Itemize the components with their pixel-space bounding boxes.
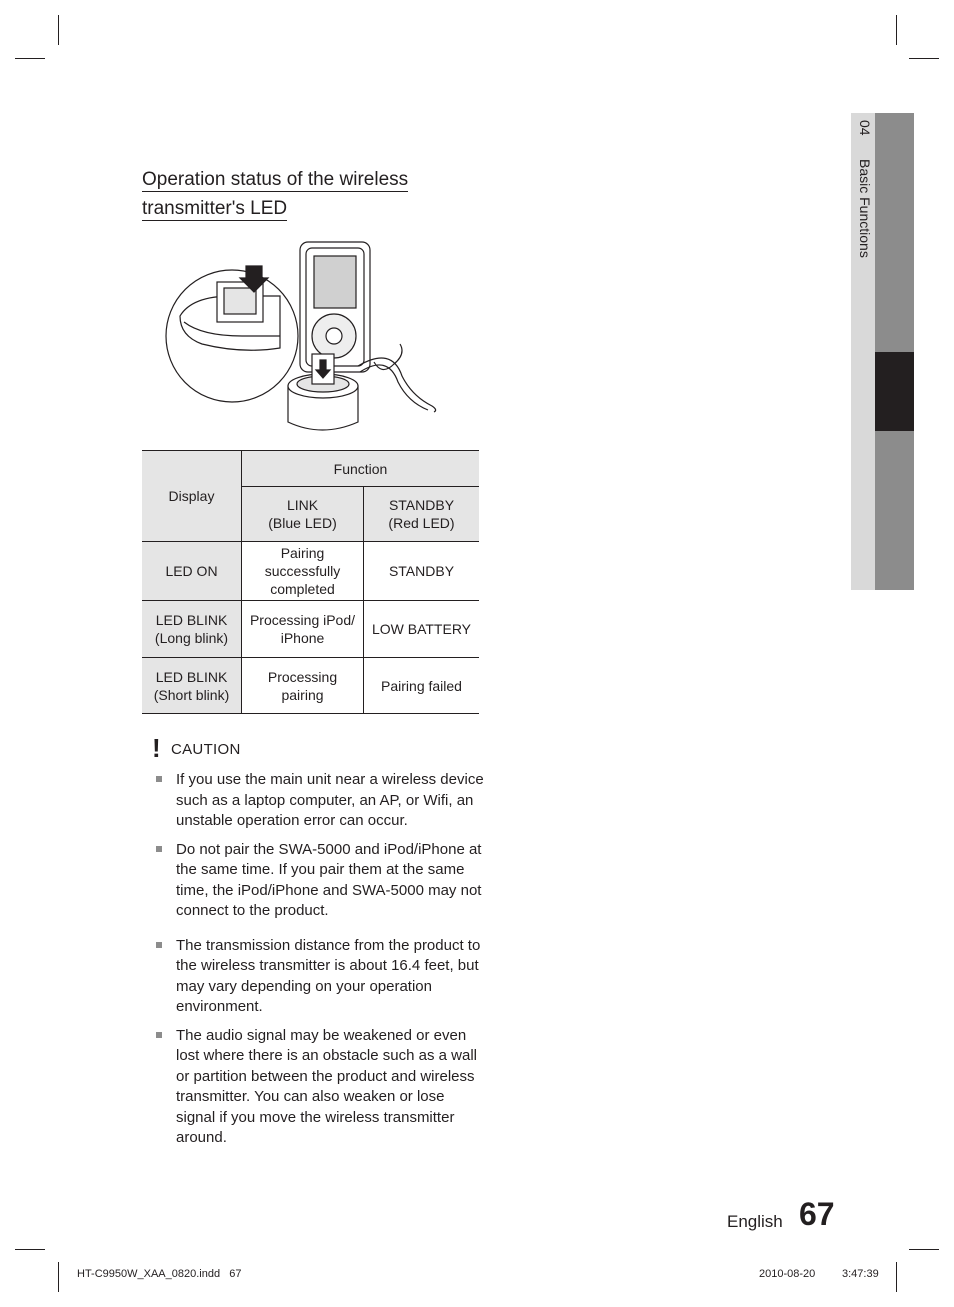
print-time: 3:47:39 (842, 1268, 879, 1280)
row-display-label: LED ON (165, 563, 218, 579)
row-standby: STANDBY (364, 542, 480, 601)
section-heading-line1: Operation status of the wireless (142, 169, 409, 190)
section-heading-line2: transmitter's LED (142, 198, 288, 219)
list-item-text: If you use the main unit near a wireless device such as a laptop computer, an AP, or Wifi, an unstable operation error can occur. (176, 771, 484, 829)
bullet-square-icon (156, 776, 162, 782)
table-row (142, 542, 479, 601)
row-link-line: completed (270, 581, 335, 597)
led-status-table (142, 450, 479, 714)
row-link (242, 601, 364, 658)
function-header: Function (242, 451, 480, 487)
row-link (242, 542, 364, 601)
caution-list (155, 770, 485, 1149)
chapter-tab-marker (875, 352, 914, 431)
row-display (142, 658, 242, 714)
row-standby: Pairing failed (364, 658, 480, 714)
bullet-square-icon (156, 846, 162, 852)
link-header-line1: LINK (286, 497, 319, 513)
display-header: Display (142, 451, 242, 542)
link-header-line2: (Blue LED) (268, 515, 337, 531)
standby-header-line1: STANDBY (388, 497, 455, 513)
bullet-square-icon (156, 1032, 162, 1038)
crop-mark (58, 1262, 59, 1292)
row-link-line: pairing (281, 686, 324, 703)
standby-header-line2: (Red LED) (388, 515, 455, 531)
row-display-label: LED BLINK (155, 668, 228, 685)
list-item (155, 936, 485, 1018)
list-item-text: Do not pair the SWA-5000 and iPod/iPhone at the same time. If you pair them at the same time, the iPod/iPhone and SWA-5000 may not connect to the product. (176, 840, 482, 919)
row-display (142, 542, 242, 601)
row-link-line: Processing iPod/ (249, 612, 356, 628)
page-number: 67 (799, 1196, 835, 1232)
list-item (155, 770, 485, 832)
crop-mark (896, 1262, 897, 1292)
crop-mark (58, 15, 59, 45)
crop-mark (909, 58, 939, 59)
section-heading (142, 165, 442, 223)
row-display-sub: (Long blink) (154, 630, 229, 646)
transmitter-illustration (162, 236, 447, 436)
caution-icon: ! (152, 733, 161, 763)
row-display (142, 601, 242, 658)
row-link-line: iPhone (280, 630, 325, 646)
crop-mark (909, 1249, 939, 1250)
chapter-number: 04 (857, 120, 873, 136)
table-row (142, 658, 479, 714)
list-item (155, 840, 485, 922)
row-link (242, 658, 364, 714)
row-display-label: LED BLINK (155, 612, 228, 628)
list-item (155, 1026, 486, 1149)
row-display-sub: (Short blink) (153, 686, 230, 703)
crop-mark (15, 58, 45, 59)
list-item-text: The audio signal may be weakened or even lost where there is an obstacle such as a wall or partition between the product and wireless transmitter. You can also weaken or lose signal if you move the wireless transmitter around. (176, 1026, 477, 1146)
link-header (242, 487, 364, 542)
caution-label: CAUTION (171, 741, 241, 758)
page-language: English (727, 1212, 783, 1231)
row-standby: LOW BATTERY (364, 601, 480, 658)
crop-mark (896, 15, 897, 45)
chapter-title: Basic Functions (857, 159, 873, 259)
standby-header (364, 487, 480, 542)
table-row (142, 601, 479, 658)
crop-mark (15, 1249, 45, 1250)
row-link-line: successfully (264, 563, 341, 579)
print-file-name: HT-C9950W_XAA_0820.indd 67 (77, 1268, 242, 1280)
print-date: 2010-08-20 (759, 1268, 816, 1280)
row-link-line: Pairing (280, 545, 325, 561)
list-item-text: The transmission distance from the product to the wireless transmitter is about 16.4 feet, but may vary depending on your operation environment. (176, 936, 481, 1015)
ipod-screen (314, 256, 356, 308)
row-link-line: Processing (267, 668, 338, 685)
chapter-tab-label (853, 120, 873, 420)
bullet-square-icon (156, 942, 162, 948)
